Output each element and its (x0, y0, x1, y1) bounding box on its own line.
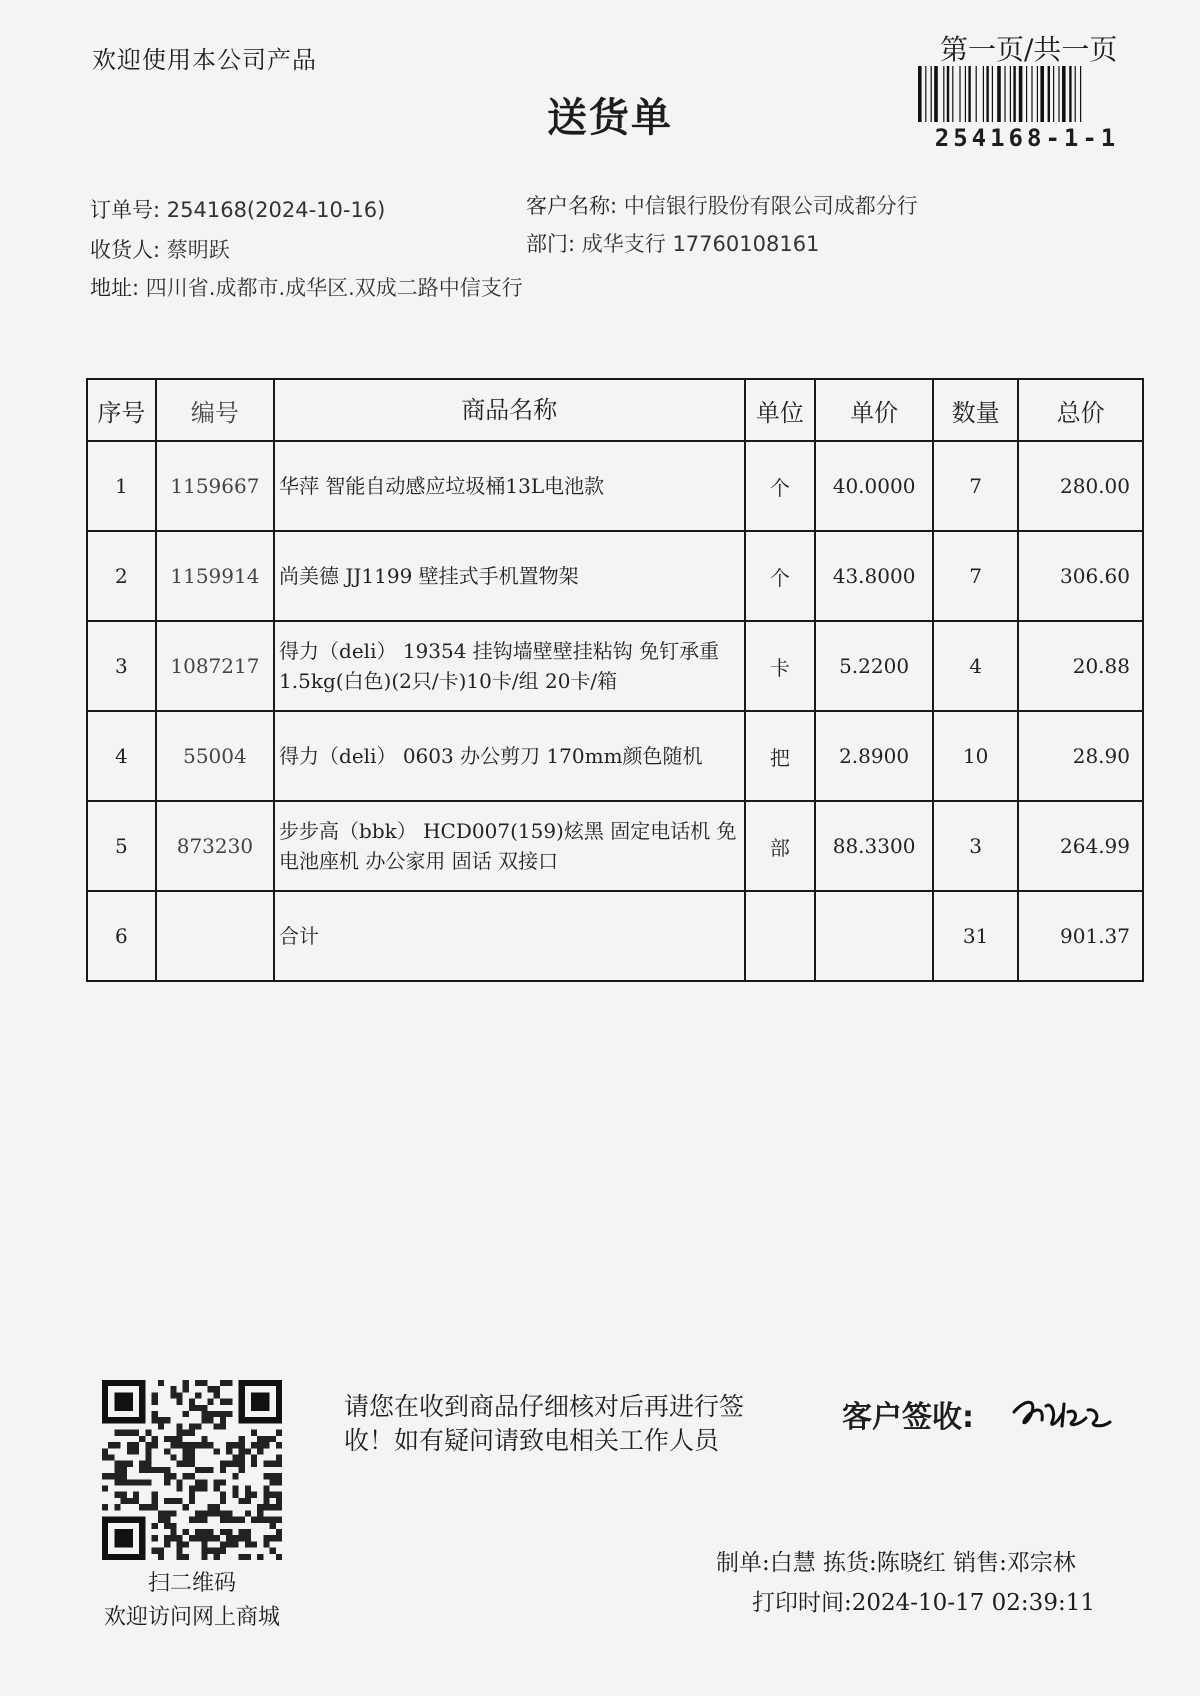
address (90, 272, 523, 302)
cell-code: 1159667 (156, 441, 274, 531)
cell-unit: 部 (745, 801, 816, 891)
print-time: 打印时间:2024-10-17 02:39:11 (752, 1590, 1095, 1616)
customer-value: 中信银行股份有限公司成都分行 (623, 194, 918, 218)
cell-price: 88.3300 (815, 801, 933, 891)
col-header-price: 单价 (815, 379, 933, 441)
signature-icon (1006, 1382, 1116, 1442)
department (526, 228, 819, 258)
cell-name: 合计 (274, 891, 745, 981)
cell-qty: 3 (933, 801, 1018, 891)
staff-line: 制单:白慧 拣货:陈晓红 销售:邓宗林 (716, 1550, 1076, 1576)
order-number (90, 194, 385, 224)
cell-unit: 卡 (745, 621, 816, 711)
cell-seq: 1 (87, 441, 156, 531)
dept-label: 部门: (526, 232, 576, 256)
welcome-text: 欢迎使用本公司产品 (92, 46, 317, 74)
col-header-code: 编号 (156, 379, 274, 441)
qr-caption-visit: 欢迎访问网上商城 (103, 1605, 280, 1630)
cell-price: 2.8900 (815, 711, 933, 801)
page-indicator: 第一页/共一页 (940, 33, 1118, 66)
cell-seq: 3 (87, 621, 156, 711)
address-value: 四川省.成都市.成华区.双成二路中信支行 (145, 276, 523, 300)
cell-qty: 7 (933, 441, 1018, 531)
receiver (90, 234, 230, 264)
cell-price: 5.2200 (815, 621, 933, 711)
cell-code: 1159914 (156, 531, 274, 621)
table-row (87, 711, 1143, 801)
cell-unit (745, 891, 816, 981)
cell-seq: 2 (87, 531, 156, 621)
table-row (87, 621, 1143, 711)
cell-qty: 10 (933, 711, 1018, 801)
address-label: 地址: (90, 276, 140, 300)
qr-caption-scan: 扫二维码 (147, 1571, 236, 1596)
receipt-notice: 请您在收到商品仔细核对后再进行签收！如有疑问请致电相关工作人员 (344, 1392, 745, 1455)
table-row (87, 531, 1143, 621)
customer-name (526, 190, 918, 220)
customer-label: 客户名称: (526, 194, 618, 218)
cell-name: 尚美德 JJ1199 壁挂式手机置物架 (274, 531, 745, 621)
barcode-icon (918, 66, 1136, 122)
cell-unit: 个 (745, 531, 816, 621)
table-row (87, 801, 1143, 891)
order-value: 254168(2024-10-16) (166, 198, 386, 222)
cell-seq: 5 (87, 801, 156, 891)
col-header-unit: 单位 (745, 379, 816, 441)
cell-price: 43.8000 (815, 531, 933, 621)
cell-total: 306.60 (1018, 531, 1143, 621)
cell-seq: 6 (87, 891, 156, 981)
qr-code-icon (102, 1380, 282, 1560)
cell-unit: 个 (745, 441, 816, 531)
cell-total: 20.88 (1018, 621, 1143, 711)
cell-name: 步步高（bbk） HCD007(159)炫黑 固定电话机 免电池座机 办公家用 固话 双接口 (274, 801, 745, 891)
table-total-row (87, 891, 1143, 981)
barcode-number: 254168-1-1 (934, 124, 1120, 152)
col-header-seq: 序号 (87, 379, 156, 441)
cell-name: 华萍 智能自动感应垃圾桶13L电池款 (274, 441, 745, 531)
cell-price (815, 891, 933, 981)
col-header-name: 商品名称 (274, 379, 745, 441)
cell-total: 901.37 (1018, 891, 1143, 981)
cell-code: 873230 (156, 801, 274, 891)
customer-sign-label: 客户签收: (842, 1400, 974, 1435)
items-table (86, 378, 1144, 982)
cell-qty: 7 (933, 531, 1018, 621)
cell-price: 40.0000 (815, 441, 933, 531)
cell-qty: 31 (933, 891, 1018, 981)
col-header-qty: 数量 (933, 379, 1018, 441)
document-title: 送货单 (547, 95, 673, 141)
order-label: 订单号: (90, 198, 161, 222)
cell-code: 55004 (156, 711, 274, 801)
cell-qty: 4 (933, 621, 1018, 711)
cell-code: 1087217 (156, 621, 274, 711)
cell-total: 28.90 (1018, 711, 1143, 801)
cell-unit: 把 (745, 711, 816, 801)
receiver-value: 蔡明跃 (166, 238, 230, 262)
receiver-label: 收货人: (90, 238, 161, 262)
table-header-row (87, 379, 1143, 441)
cell-total: 264.99 (1018, 801, 1143, 891)
dept-value: 成华支行 17760108161 (581, 232, 820, 256)
cell-code (156, 891, 274, 981)
table-row (87, 441, 1143, 531)
cell-name: 得力（deli） 0603 办公剪刀 170mm颜色随机 (274, 711, 745, 801)
cell-seq: 4 (87, 711, 156, 801)
cell-name: 得力（deli） 19354 挂钩墙壁壁挂粘钩 免钉承重1.5kg(白色)(2只/卡)10卡/组 20卡/箱 (274, 621, 745, 711)
cell-total: 280.00 (1018, 441, 1143, 531)
col-header-total: 总价 (1018, 379, 1143, 441)
